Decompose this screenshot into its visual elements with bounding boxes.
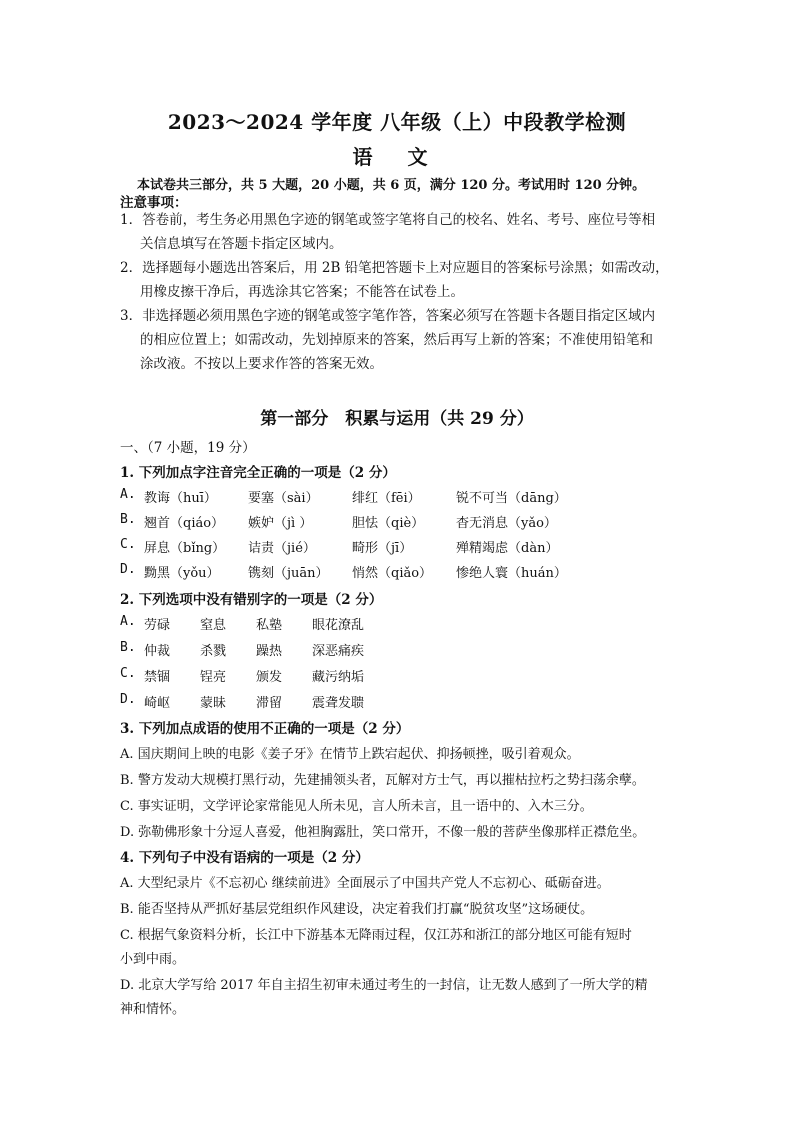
q4-option: 神和情怀。 (120, 1002, 186, 1017)
q2-stem: 2. 下列选项中没有错别字的一项是（2 分） (120, 592, 383, 608)
q1-option-item: 畸形（jī） (352, 541, 413, 556)
q1-option-item: 惨绝人寰（huán） (456, 566, 567, 581)
section-heading: 一、（7 小题，19 分） (120, 440, 256, 456)
q1-option-letter: B. (120, 512, 136, 527)
q2-option-letter: A. (120, 614, 136, 629)
q2-option-item: 颁发 (256, 670, 283, 685)
note-line: 的相应位置上；如需改动，先划掉原来的答案，然后再写上新的答案；不准使用铅笔和 (140, 332, 653, 348)
q2-option-letter: B. (120, 640, 136, 655)
q2-option-item: 私塾 (256, 618, 283, 633)
q2-option-item: 眼花潦乱 (312, 618, 365, 633)
q2-option-item: 躁热 (256, 644, 283, 659)
q2-option-item: 窒息 (200, 618, 227, 633)
q2-option-item: 劳碌 (144, 618, 171, 633)
q1-option-item: 要塞（sài） (248, 491, 319, 506)
q1-option-letter: D. (120, 562, 136, 577)
q2-option-item: 崎岖 (144, 696, 171, 711)
q1-option-item: 诘责（jié） (248, 541, 316, 556)
q3-option: D. 弥勒佛形象十分逗人喜爱，他袒胸露肚，笑口常开，不像一般的菩萨坐像那样正襟危坐。 (120, 825, 646, 840)
q2-option-item: 仲裁 (144, 644, 171, 659)
q1-option-item: 杳无消息（yǎo） (456, 516, 557, 531)
q2-option-item: 锃亮 (200, 670, 227, 685)
q1-option-item: 胆怯（qiè） (352, 516, 425, 531)
q3-option: C. 事实证明，文学评论家常能见人所未见，言人所未言，且一语中的、入木三分。 (120, 799, 593, 814)
q3-option: A. 国庆期间上映的电影《姜子牙》在情节上跌宕起伏、抑扬顿挫，吸引着观众。 (120, 747, 580, 762)
q2-option-letter: D. (120, 692, 136, 707)
q4-option: D. 北京大学写给 2017 年自主招生初审未通过考生的一封信，让无数人感到了一所大学的精 (120, 978, 648, 993)
q2-option-item: 藏污纳垢 (312, 670, 365, 685)
part-one-title: 第一部分 积累与运用（共 29 分） (260, 409, 534, 429)
q1-option-item: 屏息（bǐng） (144, 541, 226, 556)
q4-stem: 4. 下列句子中没有语病的一项是（2 分） (120, 850, 369, 866)
q3-stem: 3. 下列加点成语的使用不正确的一项是（2 分） (120, 721, 410, 737)
q1-option-letter: C. (120, 537, 136, 552)
q2-option-item: 禁锢 (144, 670, 171, 685)
q4-option: C. 根据气象资料分析，长江中下游基本无降雨过程，仅江苏和浙江的部分地区可能有短时 (120, 928, 632, 943)
q4-option: A. 大型纪录片《不忘初心 继续前进》全面展示了中国共产党人不忘初心、砥砺奋进。 (120, 876, 610, 891)
q2-option-item: 深恶痛疾 (312, 644, 365, 659)
note-line: 关信息填写在答题卡指定区域内。 (140, 236, 343, 252)
q2-option-item: 滞留 (256, 696, 283, 711)
note-line: 用橡皮擦干净后，再选涂其它答案；不能答在试卷上。 (140, 284, 464, 300)
q1-option-item: 锐不可当（dāng） (456, 491, 567, 506)
subject-title: 语 文 (352, 145, 442, 169)
q4-option: 小到中雨。 (120, 952, 186, 967)
q2-option-letter: C. (120, 666, 136, 681)
note-line: 1．答卷前，考生务必用黑色字迹的钢笔或签字笔将自己的校名、姓名、考号、座位号等相 (120, 212, 656, 228)
q1-option-item: 黝黑（yǒu） (144, 566, 220, 581)
q1-option-letter: A. (120, 487, 136, 502)
exam-intro: 本试卷共三部分，共 5 大题，20 小题，共 6 页，满分 120 分。考试用时 120 分钟。 (137, 178, 646, 193)
q1-option-item: 翘首（qiáo） (144, 516, 225, 531)
q1-stem: 1. 下列加点字注音完全正确的一项是（2 分） (120, 465, 396, 481)
q1-option-item: 镌刻（juān） (248, 566, 329, 581)
notes-heading: 注意事项： (120, 195, 188, 211)
q3-option: B. 警方发动大规模打黑行动，先建捕领头者，瓦解对方士气，再以摧枯拉朽之势扫荡余孽。 (120, 773, 645, 788)
q1-option-item: 悄然（qiǎo） (352, 566, 433, 581)
q4-option: B. 能否坚持从严抓好基层党组织作风建设，决定着我们打赢“脱贫攻坚”这场硬仗。 (120, 902, 594, 917)
q2-option-item: 震聋发聩 (312, 696, 365, 711)
exam-title: 2023～2024 学年度 八年级（上）中段教学检测 (167, 110, 627, 134)
q2-option-item: 杀戮 (200, 644, 227, 659)
q2-option-item: 蒙昧 (200, 696, 227, 711)
note-line: 3．非选择题必须用黑色字迹的钢笔或签字笔作答，答案必须写在答题卡各题目指定区域内 (120, 308, 656, 324)
q1-option-item: 绯红（fēi） (352, 491, 421, 506)
note-line: 涂改液。不按以上要求作答的答案无效。 (140, 356, 383, 372)
q1-option-item: 教诲（huī） (144, 491, 217, 506)
q1-option-item: 殚精竭虑（dàn） (456, 541, 559, 556)
note-line: 2．选择题每小题选出答案后，用 2B 铅笔把答题卡上对应题目的答案标号涂黑；如需改动， (120, 260, 669, 276)
q1-option-item: 嫉妒（jì ） (248, 516, 313, 531)
